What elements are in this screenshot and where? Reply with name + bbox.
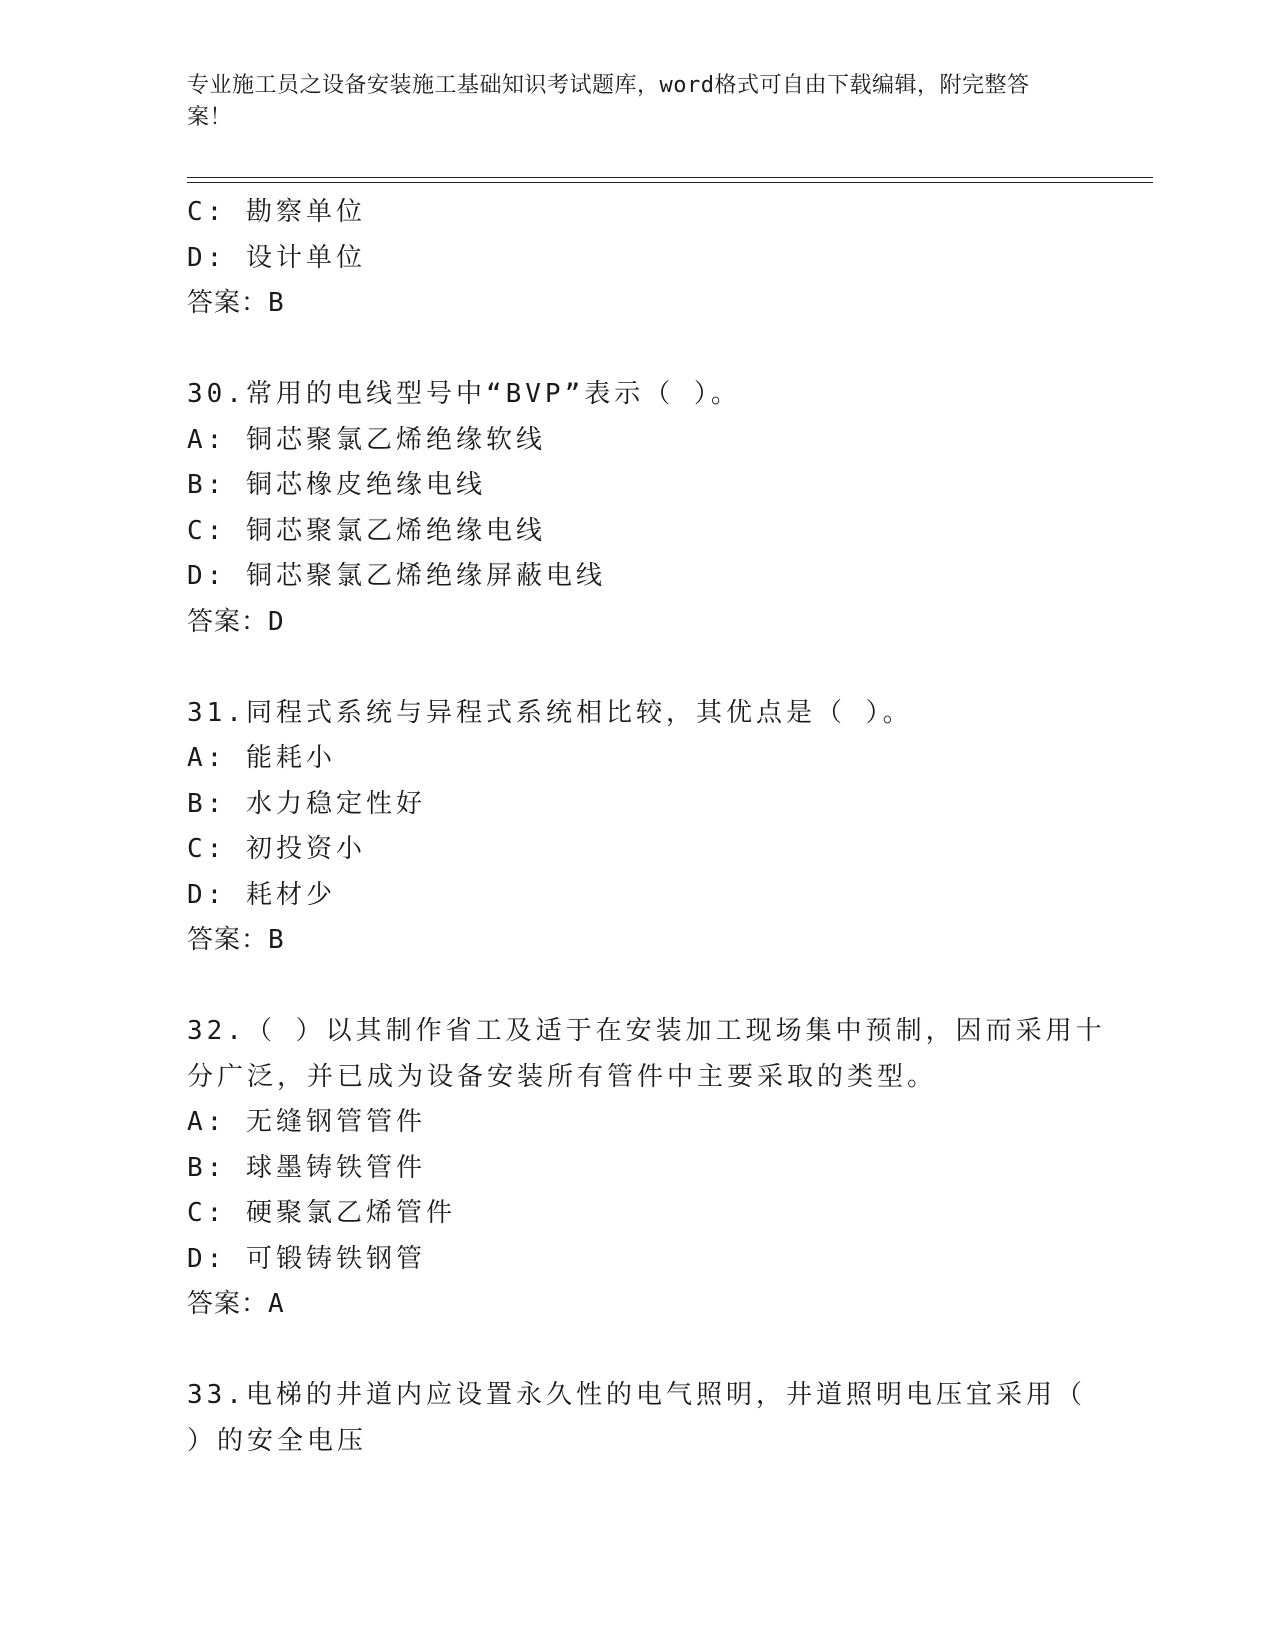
question-text-continued: 分广泛，并已成为设备安装所有管件中主要采取的类型。 [187, 1061, 938, 1092]
spacer [187, 1328, 1087, 1374]
option-d: D: 可锻铸铁钢管 [187, 1243, 426, 1274]
option-d: D: 设计单位 [187, 242, 366, 273]
option-c: C: 硬聚氯乙烯管件 [187, 1198, 456, 1228]
option-c: C: 铜芯聚氯乙烯绝缘电线 [187, 515, 546, 546]
question-text: 32.（ ）以其制作省工及适于在安装加工现场集中预制，因而采用十 [187, 1016, 1106, 1046]
option-a: A: 铜芯聚氯乙烯绝缘软线 [187, 424, 546, 455]
option-a: A: 能耗小 [187, 743, 336, 773]
spacer [187, 327, 1087, 373]
spacer [187, 645, 1087, 691]
spacer [187, 964, 1087, 1010]
option-b: B: 铜芯橡皮绝缘电线 [187, 470, 486, 500]
option-b: B: 水力稳定性好 [187, 788, 426, 819]
question-list [187, 190, 1106, 1464]
answer: 答案：A [187, 1289, 285, 1319]
header-rule-top [187, 177, 1153, 178]
question-text: 31.同程式系统与异程式系统相比较，其优点是（ ）。 [187, 697, 913, 728]
option-a: A: 无缝钢管管件 [187, 1107, 426, 1137]
answer: 答案：B [187, 288, 285, 318]
question-text-continued: ）的安全电压 [187, 1425, 368, 1456]
header-rule-bottom [187, 182, 1153, 183]
document-header: 专业施工员之设备安装施工基础知识考试题库，word格式可自由下载编辑，附完整答案！ [187, 73, 1030, 130]
question-text: 33.电梯的井道内应设置永久性的电气照明，井道照明电压宜采用（ [187, 1380, 1086, 1410]
option-c: C: 初投资小 [187, 834, 366, 864]
option-c: C: 勘察单位 [187, 197, 366, 227]
question-text: 30.常用的电线型号中“BVP”表示（ ）。 [187, 379, 741, 409]
option-d: D: 铜芯聚氯乙烯绝缘屏蔽电线 [187, 561, 606, 591]
option-d: D: 耗材少 [187, 879, 336, 910]
answer: 答案：D [187, 606, 285, 637]
answer: 答案：B [187, 925, 285, 955]
option-b: B: 球墨铸铁管件 [187, 1152, 426, 1183]
